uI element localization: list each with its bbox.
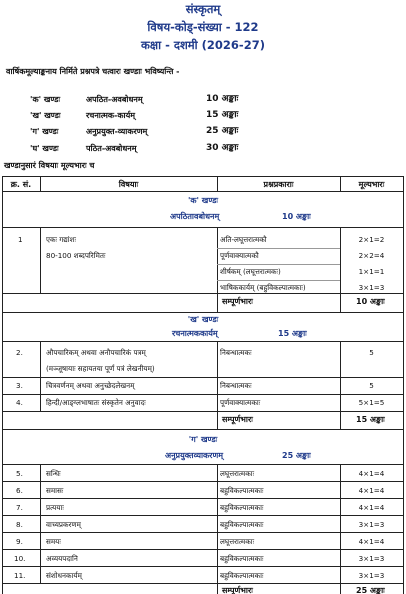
kha-type: पूर्णवाक्यात्मकाः <box>220 398 261 407</box>
ka-weight: 1×1=1 <box>358 267 385 276</box>
ga-weight: 4×1=4 <box>358 486 385 495</box>
ga-total: 25 अङ्काः <box>356 586 385 594</box>
header-weight: मूल्यभारः <box>358 180 385 189</box>
ga-topic: समासः <box>46 486 64 495</box>
ga-sno: 7. <box>16 503 23 512</box>
section-marks: 25 अङ्काः <box>206 126 239 136</box>
kha-total: 15 अङ्काः <box>356 415 385 424</box>
class-year: कक्षा - दशमी (2026-27) <box>141 38 265 52</box>
kha-topic-line1: हिन्दी/आङ्ग्लभाषातः संस्कृतेन अनुवादः <box>46 398 146 407</box>
ga-sno: 6. <box>16 486 23 495</box>
kha-type: निबन्धात्मकः <box>220 348 252 357</box>
ka-total-label: सम्पूर्णभारः <box>222 297 253 306</box>
block-kha-title: रचनात्मककार्यम् <box>172 329 218 338</box>
ga-topic: वाच्यप्रकरणम् <box>46 520 81 529</box>
block-kha-label: 'ख' खण्डः <box>187 315 219 324</box>
ga-weight: 3×1=3 <box>358 571 385 580</box>
ga-type: बहुविकल्पात्मकाः <box>220 520 264 529</box>
ga-weight: 3×1=3 <box>358 554 385 563</box>
ga-weight: 4×1=4 <box>358 503 385 512</box>
ga-sno: 5. <box>16 469 23 478</box>
table-intro: खण्डानुसारं विषयाः मूल्यभारः च <box>4 161 95 170</box>
ga-sno: 11. <box>14 571 26 580</box>
section-marks: 10 अङ्काः <box>206 94 239 104</box>
ka-topic-line2: 80-100 शब्दपरिमितः <box>46 251 106 260</box>
block-ka-marks: 10 अङ्काः <box>282 212 311 221</box>
ga-topic: संशोधनकार्यम् <box>46 571 82 580</box>
ka-total: 10 अङ्काः <box>356 297 385 306</box>
ga-sno: 9. <box>16 537 23 546</box>
section-name: अनुप्रयुक्त-व्याकरणम् <box>86 127 148 136</box>
ga-type: बहुविकल्पात्मकाः <box>220 554 264 563</box>
ga-type: बहुविकल्पात्मकाः <box>220 571 264 580</box>
kha-total-label: सम्पूर्णभारः <box>222 415 253 424</box>
ka-type: शीर्षकम् (लघूत्तरात्मकः) <box>220 267 281 276</box>
block-ka-label: 'क' खण्डः <box>187 196 219 205</box>
ka-weight: 2×2=4 <box>358 251 385 260</box>
ga-sno: 10. <box>14 554 26 563</box>
block-ga-label: 'ग' खण्डः <box>188 435 218 444</box>
ga-type: लघूत्तरात्मकाः <box>220 537 255 546</box>
ka-topic-line1: एकः गद्यांशः <box>46 235 77 244</box>
intro-text: वार्षिकमूल्याङ्कनाय निर्मिते प्रश्नपत्रे चत्वारः खण्डाः भविष्यन्ति - <box>6 67 180 76</box>
kha-topic-line2: (मञ्जूषायाः सहायतया पूर्णं पत्रं लेखनीयम्) <box>46 364 155 373</box>
block-kha-marks: 15 अङ्काः <box>278 329 307 338</box>
subject-title: संस्कृतम् <box>185 2 221 16</box>
kha-weight: 5×1=5 <box>358 398 385 407</box>
block-ga-marks: 25 अङ्काः <box>282 451 311 460</box>
ga-total-label: सम्पूर्णभारः <box>222 586 253 594</box>
ga-type: बहुविकल्पात्मकाः <box>220 486 264 495</box>
ga-weight: 4×1=4 <box>358 469 385 478</box>
ka-weight: 2×1=2 <box>358 235 385 244</box>
ga-type: बहुविकल्पात्मकाः <box>220 503 264 512</box>
ka-weight: 3×1=3 <box>358 283 385 292</box>
ga-sno: 8. <box>16 520 23 529</box>
section-letter: 'घ' खण्डः <box>30 144 59 153</box>
header-types: प्रश्नप्रकाराः <box>263 180 294 189</box>
ga-topic: समयः <box>46 537 61 546</box>
ga-topic: सन्धिः <box>46 469 61 478</box>
kha-topic-line1: चित्रवर्णनम् अथवा अनुच्छेदलेखनम् <box>46 381 135 390</box>
header-topics: विषयाः <box>118 180 139 189</box>
ga-type: लघूत्तरात्मकाः <box>220 469 255 478</box>
ga-topic: अव्ययपदानि <box>46 554 78 563</box>
ka-sno: 1 <box>18 235 23 244</box>
ga-weight: 3×1=3 <box>358 520 385 529</box>
block-ka-title: अपठितावबोधनम् <box>170 212 220 221</box>
section-name: पठित-अवबोधनम् <box>86 144 137 153</box>
section-letter: 'ख' खण्डः <box>30 111 61 120</box>
section-letter: 'ग' खण्डः <box>30 127 59 136</box>
section-marks: 30 अङ्काः <box>206 143 239 153</box>
kha-sno: 4. <box>16 398 23 407</box>
ka-type: अति-लघूत्तरात्मकौ <box>220 235 267 244</box>
section-letter: 'क' खण्डः <box>30 95 61 104</box>
kha-sno: 2. <box>16 348 23 357</box>
ka-type: भाषिककार्यम् (बहुविकल्पात्मकाः) <box>220 283 306 292</box>
ka-type: पूर्णवाक्यात्मकौ <box>220 251 259 260</box>
section-name: रचनात्मक-कार्यम् <box>86 111 135 120</box>
kha-weight: 5 <box>369 381 374 390</box>
ga-weight: 4×1=4 <box>358 537 385 546</box>
kha-type: निबन्धात्मकः <box>220 381 252 390</box>
header-sno: क्र. सं. <box>10 180 32 189</box>
block-ga-title: अनुप्रयुक्तव्याकरणम् <box>165 451 224 460</box>
subject-code: विषय-कोड्-संख्या - 122 <box>147 20 259 34</box>
section-marks: 15 अङ्काः <box>206 110 239 120</box>
ga-topic: प्रत्ययाः <box>46 503 64 512</box>
section-name: अपठित-अवबोधनम् <box>86 95 143 104</box>
kha-sno: 3. <box>16 381 23 390</box>
kha-topic-line1: औपचारिकम् अथवा अनौपचारिकं पत्रम् <box>46 348 146 357</box>
kha-weight: 5 <box>369 348 374 357</box>
